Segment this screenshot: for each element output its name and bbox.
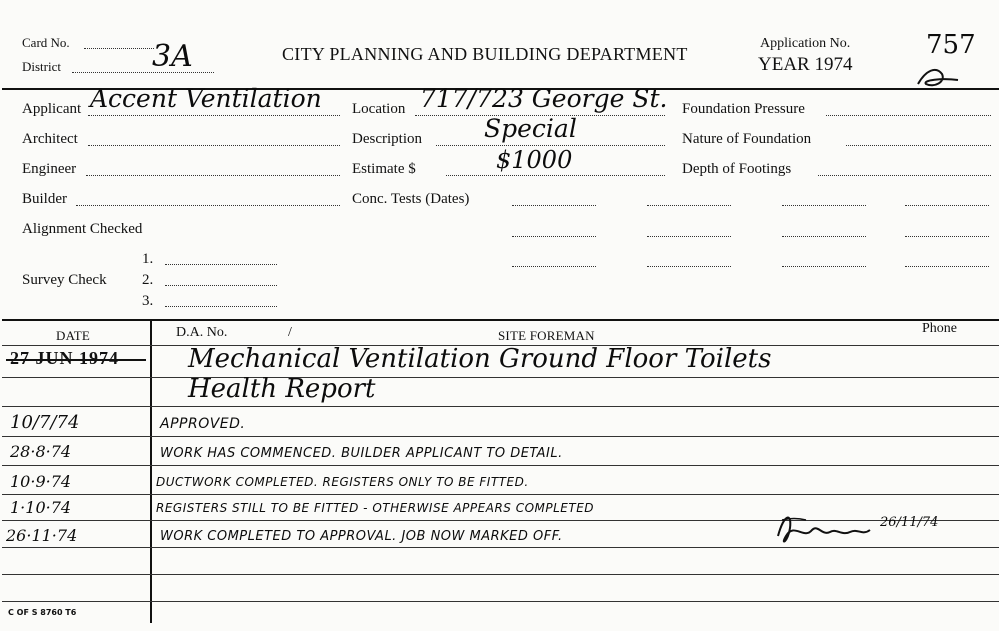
architect-label: Architect [22, 131, 78, 147]
conc-line-3d [905, 266, 989, 267]
engineer-label: Engineer [22, 161, 77, 177]
log-row-rule [2, 436, 999, 437]
application-no-label: Application No. [760, 36, 851, 51]
log-entry-text: WORK HAS COMMENCED. BUILDER APPLICANT TO DETAIL. [160, 446, 563, 461]
log-entry-text: REGISTERS STILL TO BE FITTED - OTHERWISE APPEARS COMPLETED [156, 501, 595, 515]
nature-of-foundation-line [846, 145, 991, 146]
conc-line-3a [512, 266, 596, 267]
alignment-checked-label: Alignment Checked [22, 221, 143, 237]
stamp-strikethrough [6, 359, 146, 361]
conc-line-2a [512, 236, 596, 237]
da-no-label: D.A. No. [176, 325, 228, 340]
survey-line-1 [165, 264, 277, 265]
engineer-line [86, 175, 340, 176]
estimate-value: $1000 [496, 146, 573, 174]
survey-line-3 [165, 306, 277, 307]
survey-number-3: 3. [142, 293, 154, 309]
da-no-slash: / [288, 325, 292, 340]
conc-line-2d [905, 236, 989, 237]
log-row-rule [2, 574, 999, 575]
nature-of-foundation-label: Nature of Foundation [682, 131, 812, 147]
form-code: C OF S 8760 T6 [8, 608, 77, 617]
year-label: YEAR 1974 [758, 54, 853, 75]
conc-line-3c [782, 266, 866, 267]
log-entry-date: 1·10·74 [10, 498, 72, 517]
survey-number-2: 2. [142, 272, 154, 288]
application-no-value: 757 [926, 30, 976, 60]
survey-number-1: 1. [142, 251, 154, 267]
district-label: District [22, 59, 61, 74]
applicant-label: Applicant [22, 101, 82, 117]
architect-line [88, 145, 340, 146]
location-value: 717/723 George St. [420, 84, 668, 113]
inspector-signature [770, 506, 880, 550]
applicant-line [88, 115, 340, 116]
signature-date: 26/11/74 [880, 515, 939, 530]
phone-label: Phone [922, 321, 957, 336]
log-entry-text: Mechanical Ventilation Ground Floor Toilets [188, 344, 772, 374]
date-column-header: DATE [56, 328, 91, 343]
survey-line-2 [165, 285, 277, 286]
conc-line-1c [782, 205, 866, 206]
conc-line-1a [512, 205, 596, 206]
conc-tests-label: Conc. Tests (Dates) [352, 191, 470, 207]
card-no-line [84, 48, 154, 49]
date-column-divider [150, 319, 152, 623]
applicant-value: Accent Ventilation [90, 84, 322, 113]
location-label: Location [352, 101, 406, 117]
depth-of-footings-line [818, 175, 991, 176]
log-entry-date: 28·8·74 [10, 442, 72, 461]
log-row-rule [2, 601, 999, 602]
log-entry-date: 10·9·74 [10, 472, 72, 491]
conc-line-1d [905, 205, 989, 206]
foundation-pressure-line [826, 115, 991, 116]
log-row-rule [2, 494, 999, 495]
log-entry-date: 10/7/74 [10, 412, 80, 433]
conc-line-2c [782, 236, 866, 237]
foundation-pressure-label: Foundation Pressure [682, 101, 805, 117]
log-entry-text: APPROVED. [160, 416, 246, 432]
log-row-rule [2, 377, 999, 378]
builder-label: Builder [22, 191, 67, 207]
log-row-rule [2, 406, 999, 407]
description-value: Special [484, 114, 577, 143]
survey-check-label: Survey Check [22, 272, 107, 288]
district-value: 3A [152, 39, 193, 74]
estimate-label: Estimate $ [352, 161, 416, 177]
log-entry-text: DUCTWORK COMPLETED. REGISTERS ONLY TO BE FITTED. [156, 475, 529, 489]
card-no-label: Card No. [22, 35, 70, 50]
log-row-rule [2, 465, 999, 466]
department-title: CITY PLANNING AND BUILDING DEPARTMENT [282, 44, 688, 64]
conc-line-2b [647, 236, 731, 237]
log-entry-text: Health Report [188, 374, 376, 404]
builder-line [76, 205, 340, 206]
description-label: Description [352, 131, 422, 147]
log-entry-date: 26·11·74 [6, 526, 78, 545]
conc-line-1b [647, 205, 731, 206]
estimate-line [446, 175, 665, 176]
conc-line-3b [647, 266, 731, 267]
site-foreman-label: SITE FOREMAN [498, 328, 595, 343]
log-entry-text: WORK COMPLETED TO APPROVAL. JOB NOW MARKED OFF. [160, 529, 563, 544]
stamp-date: 27 JUN 1974 [10, 348, 119, 368]
depth-of-footings-label: Depth of Footings [682, 161, 792, 177]
